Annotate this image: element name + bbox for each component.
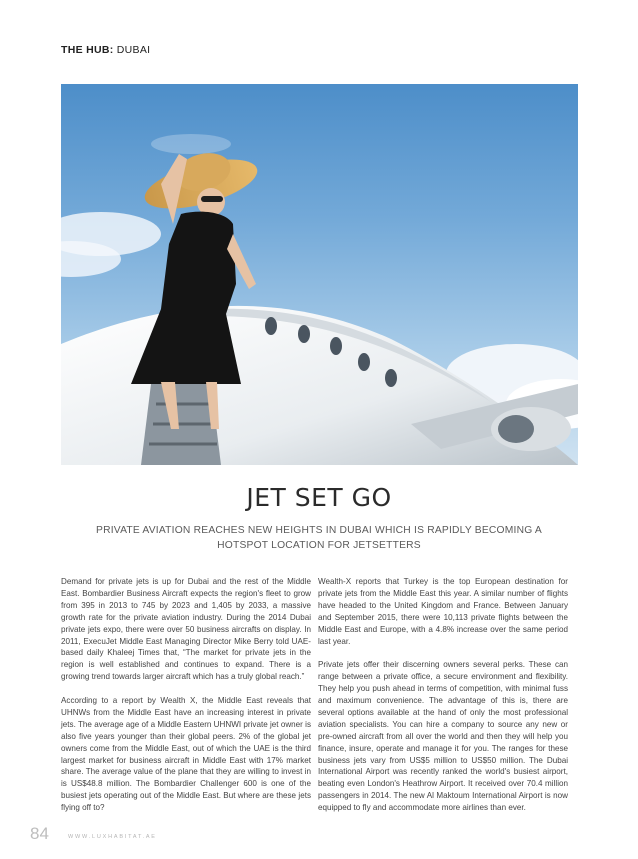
section-label <box>61 44 150 56</box>
article-column-right <box>318 576 568 826</box>
paragraph: According to a report by Wealth X, the Middle East reveals that UHNWs from the Middle East have an increasing interest in private jets. The average age of a Middle Eastern UHNWI private jet owner is also five years younger than their global peers. 2% of the global jet owners come from the Middle East, out of which the UAE is the third largest market for business aircraft in Middle East with 17% market share. The average value of the plane that they are willing to invest in is US$48.8 million. The Bombardier Challenger 600 is one of the busiest jets operating out of the Middle East. But where are these jets flying off to? <box>61 696 311 813</box>
woman-on-jet-stairs-photo-icon <box>61 84 578 465</box>
paragraph: Private jets offer their discerning owners several perks. These can range between a private office, a secure environment and flexibility. They help you push ahead in terms of competition, with minimal fuss and maximum convenience. The advantage of this is, there are several options available at the hand of only the most professional aviation specialists. You can hire a company to source any new or pre-owned aircraft from all over the world and then they will help you finance, insure, operate and manage it for you. The ranges for these business jets vary from US$5 million to US$50 million. The Dubai International Airport was recently ranked the world's busiest airport, beating even London's Heathrow Airport. It received over 70.4 million passengers in 2014. The new Al Maktoum International Airport is now equipped to fly and accommodate more airlines than ever. <box>318 660 568 813</box>
section-name: DUBAI <box>116 44 151 56</box>
article-subtitle: PRIVATE AVIATION REACHES NEW HEIGHTS IN DUBAI WHICH IS RAPIDLY BECOMING A HOTSPOT LOCATION FOR JETSETTERS <box>96 525 542 551</box>
section-prefix: THE HUB: <box>61 44 114 56</box>
page-number: 84 <box>30 824 49 843</box>
paragraph: Demand for private jets is up for Dubai and the rest of the Middle East. Bombardier Business Aircraft expects the region's fleet to grow from 395 in 2013 to 745 by 2023 and 1,405 by 2033, a massive growth rate for the private aviation industry. During the 2014 Dubai private jets expo, there were over 50 business aircrafts on display. In 2011, ExecuJet Middle East Managing Director Mike Berry told UAE-based daily Khaleej Times that, “The market for private jets in the region is well established and continues to expand. There is a growing trend towards larger aircraft which has a truly global reach.” <box>61 577 311 682</box>
article-column-left <box>61 576 311 826</box>
article-title: JET SET GO <box>246 483 392 512</box>
paragraph: Wealth-X reports that Turkey is the top European destination for private jets from the Middle East this year. A similar number of flights have headed to the United Kingdom and France. Between January and September 2015, there were 10,113 private flights between the Middle East and Europe, with a 4.8% increase over the same period last year. <box>318 577 568 646</box>
website-url[interactable]: WWW.LUXHABITAT.AE <box>68 834 157 840</box>
hero-photo <box>61 84 578 465</box>
